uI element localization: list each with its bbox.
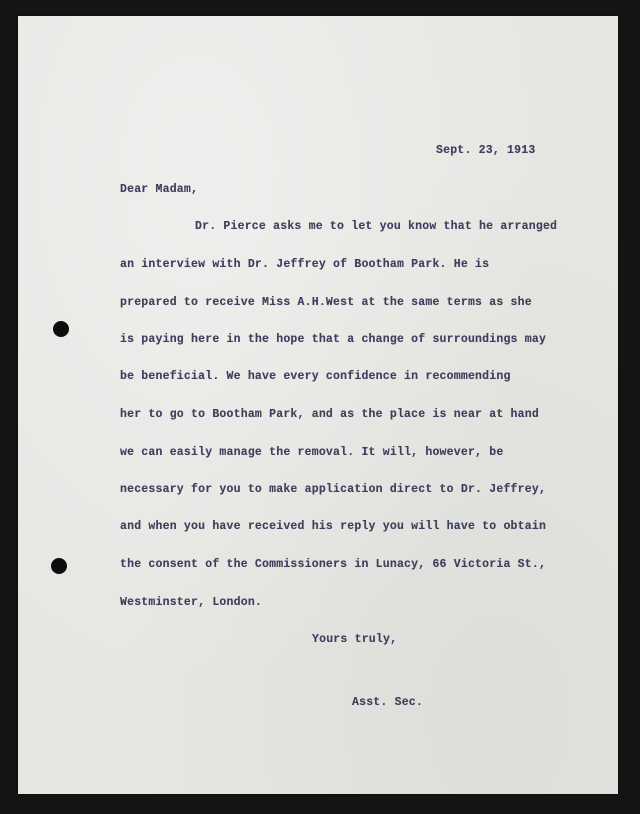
body-line: is paying here in the hope that a change of surroundings may [120,333,547,346]
body-line: necessary for you to make application direct to Dr. Jeffrey, [120,483,547,496]
body-line: her to go to Bootham Park, and as the place is near at hand [120,408,539,421]
letter-date: Sept. 23, 1913 [436,144,536,157]
body-line: the consent of the Commissioners in Lunacy, 66 Victoria St., [120,558,547,571]
punch-hole-top [53,321,69,337]
body-line: be beneficial. We have every confidence in recommending [120,370,511,383]
body-line: an interview with Dr. Jeffrey of Bootham Park. He is [120,258,490,271]
letter-salutation: Dear Madam, [120,183,199,196]
body-line: prepared to receive Miss A.H.West at the same terms as she [120,296,532,309]
letter-page [18,16,618,794]
letter-signature: Asst. Sec. [352,696,424,709]
body-line: we can easily manage the removal. It will, however, be [120,446,504,459]
body-line: and when you have received his reply you will have to obtain [120,520,547,533]
body-line: Dr. Pierce asks me to let you know that he arranged [195,220,558,233]
letter-closing: Yours truly, [312,633,398,646]
body-line: Westminster, London. [120,596,263,609]
punch-hole-bottom [51,558,67,574]
